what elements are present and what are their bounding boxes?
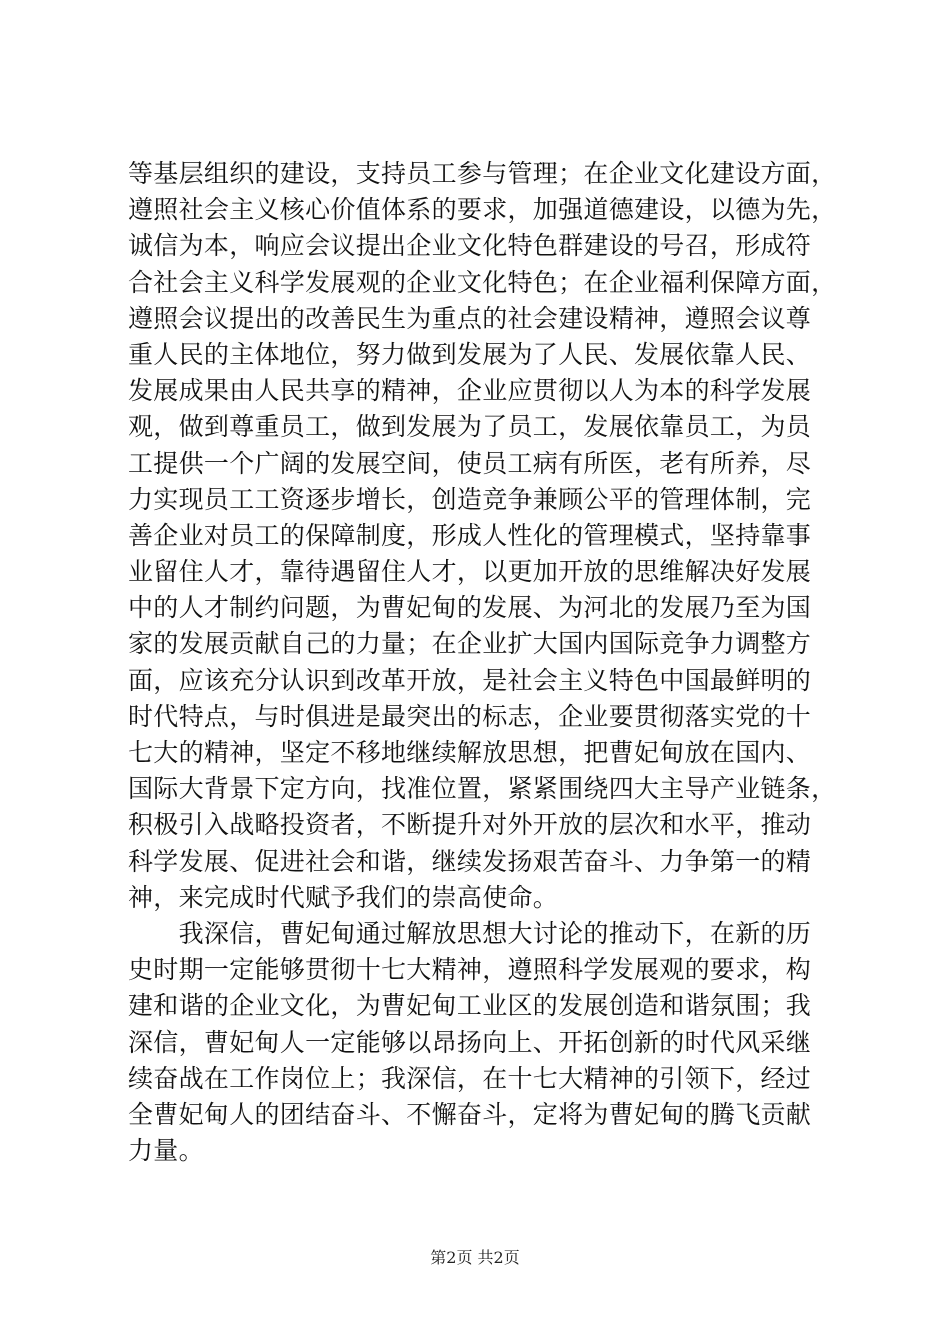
text-line: 时代特点，与时俱进是最突出的标志，企业要贯彻落实党的十 — [128, 701, 812, 731]
text-line: 工提供一个广阔的发展空间，使员工病有所医，老有所养，尽 — [128, 448, 812, 478]
text-line: 等基层组织的建设，支持员工参与管理；在企业文化建设方面， — [128, 159, 837, 188]
text-line: 力实现员工工资逐步增长，创造竞争兼顾公平的管理体制，完 — [128, 484, 812, 514]
text-line: 观，做到尊重员工，做到发展为了员工，发展依靠员工，为员 — [128, 412, 812, 442]
text-line: 善企业对员工的保障制度，形成人性化的管理模式，坚持靠事 — [128, 520, 812, 550]
text-line: 面，应该充分认识到改革开放，是社会主义特色中国最鲜明的 — [128, 665, 812, 695]
text-line: 力量。 — [128, 1136, 204, 1166]
text-line: 续奋战在工作岗位上；我深信，在十七大精神的引领下，经过 — [128, 1063, 812, 1093]
text-line: 家的发展贡献自己的力量；在企业扩大国内国际竞争力调整方 — [128, 629, 812, 659]
text-line: 中的人才制约问题，为曹妃甸的发展、为河北的发展乃至为国 — [128, 593, 812, 623]
text-line: 深信，曹妃甸人一定能够以昂扬向上、开拓创新的时代风采继 — [128, 1027, 812, 1057]
text-line: 全曹妃甸人的团结奋斗、不懈奋斗，定将为曹妃甸的腾飞贡献 — [128, 1099, 812, 1129]
text-line: 科学发展、促进社会和谐，继续发扬艰苦奋斗、力争第一的精 — [128, 846, 812, 876]
text-line: 七大的精神，坚定不移地继续解放思想，把曹妃甸放在国内、 — [128, 738, 812, 767]
text-line: 建和谐的企业文化，为曹妃甸工业区的发展创造和谐氛围；我 — [128, 991, 812, 1021]
text-line: 诚信为本，响应会议提出企业文化特色群建设的号召，形成符 — [128, 231, 812, 261]
text-line: 遵照社会主义核心价值体系的要求，加强道德建设，以德为先， — [128, 195, 837, 225]
text-line: 遵照会议提出的改善民生为重点的社会建设精神，遵照会议尊 — [128, 303, 812, 333]
text-line: 合社会主义科学发展观的企业文化特色；在企业福利保障方面， — [128, 267, 837, 297]
text-line: 神，来完成时代赋予我们的崇高使命。 — [128, 882, 559, 912]
text-line: 重人民的主体地位，努力做到发展为了人民、发展依靠人民、 — [128, 339, 812, 369]
text-line: 业留住人才，靠待遇留住人才，以更加开放的思维解决好发展 — [128, 557, 812, 587]
body-text — [128, 156, 848, 1169]
text-line: 积极引入战略投资者，不断提升对外开放的层次和水平，推动 — [128, 810, 812, 840]
text-line: 我深信，曹妃甸通过解放思想大讨论的推动下，在新的历 — [128, 918, 812, 948]
text-line: 史时期一定能够贯彻十七大精神，遵照科学发展观的要求，构 — [128, 955, 812, 985]
text-line: 国际大背景下定方向，找准位置，紧紧围绕四大主导产业链条， — [128, 774, 837, 804]
text-line: 发展成果由人民共享的精神，企业应贯彻以人为本的科学发展 — [128, 376, 812, 406]
page-number-footer: 第2页 共2页 — [430, 1248, 520, 1267]
